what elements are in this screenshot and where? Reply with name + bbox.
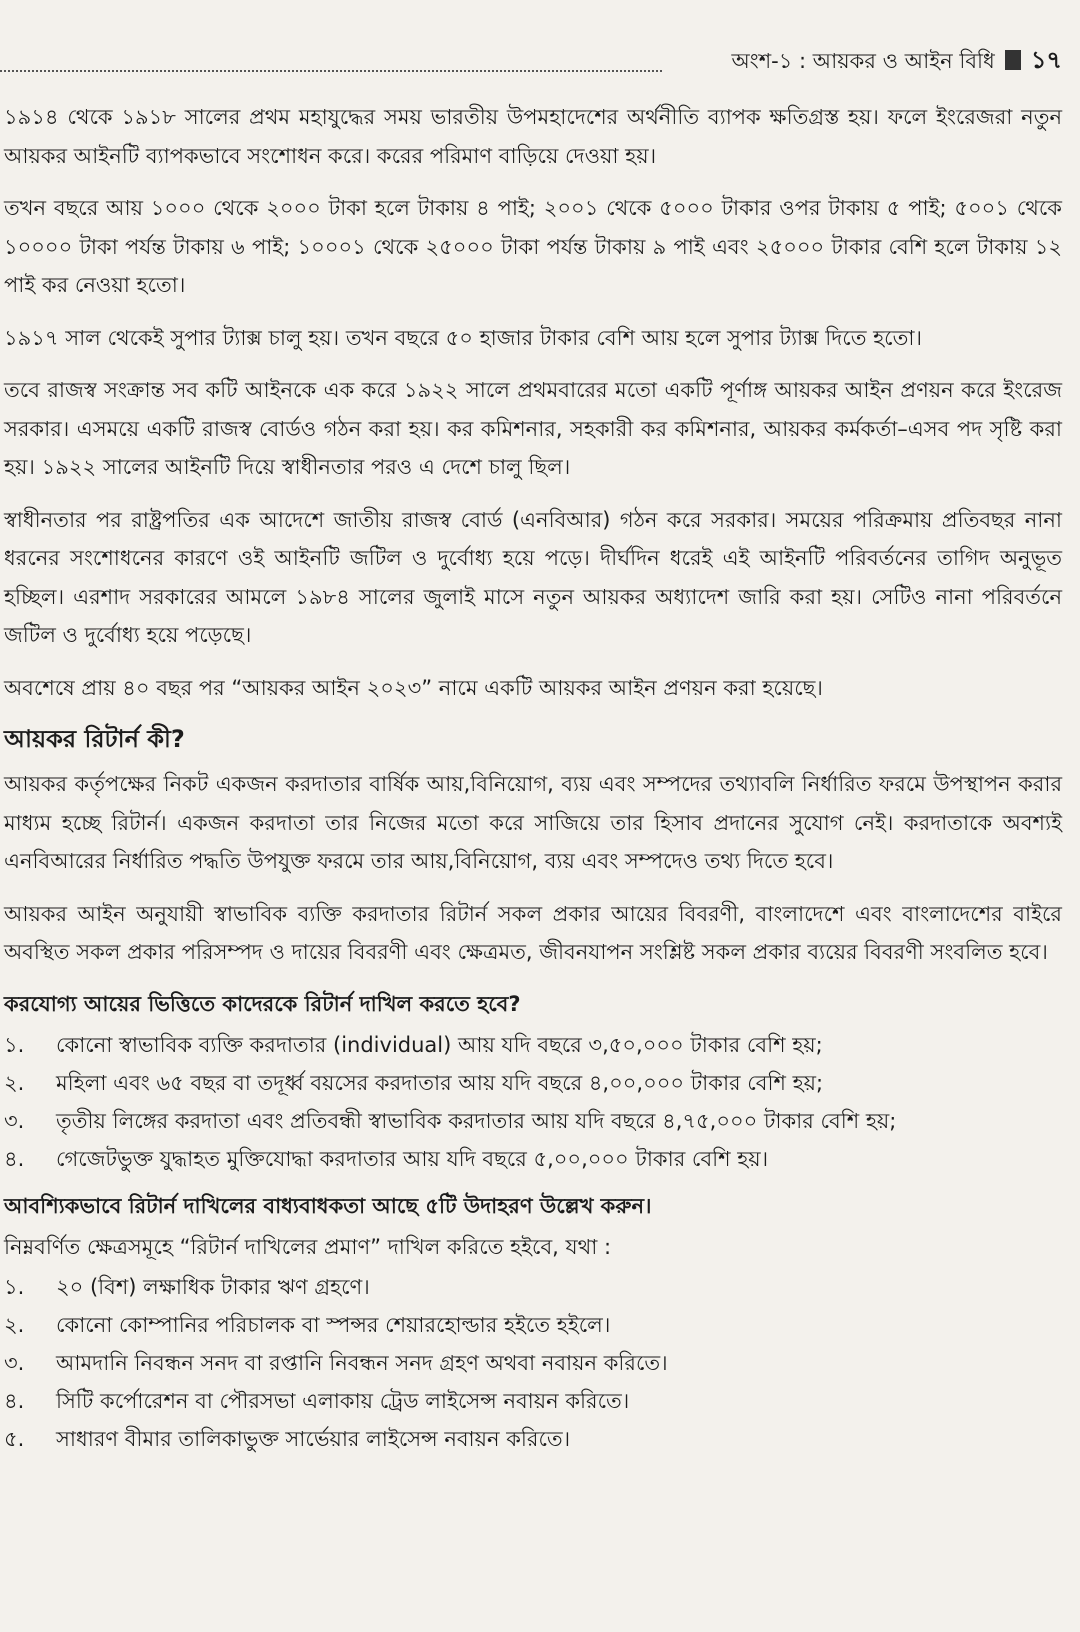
list-item-text: সাধারণ বীমার তালিকাভুক্ত সার্ভেয়ার লাইসেন্স নবায়ন করিতে। bbox=[56, 1427, 571, 1451]
list-item-number: ৩. bbox=[4, 1108, 25, 1133]
list-item-text: সিটি কর্পোরেশন বা পৌরসভা এলাকায় ট্রেড লাইসেন্স নবায়ন করিতে। bbox=[56, 1389, 630, 1413]
list-item-text: মহিলা এবং ৬৫ বছর বা তদূর্ধ্ব বয়সের করদাতার আয় যদি বছরে ৪,০০,০০০ টাকার বেশি হয়; bbox=[56, 1070, 824, 1095]
list-item-text: আমদানি নিবন্ধন সনদ বা রপ্তানি নিবন্ধন সনদ গ্রহণ অথবা নবায়ন করিতে। bbox=[56, 1351, 668, 1375]
list-item-number: ৫. bbox=[4, 1427, 25, 1451]
list-item bbox=[4, 1140, 1062, 1178]
list-item bbox=[4, 1064, 1062, 1102]
list-item-text: ২০ (বিশ) লক্ষাধিক টাকার ঋণ গ্রহণে। bbox=[56, 1275, 370, 1299]
list-item-number: ২. bbox=[4, 1313, 25, 1337]
running-header bbox=[0, 44, 1062, 84]
list-item-number: ১. bbox=[4, 1032, 25, 1057]
list-item-text: গেজেটভুক্ত যুদ্ধাহত মুক্তিযোদ্ধা করদাতার আয় যদি বছরে ৫,০০,০০০ টাকার বেশি হয়। bbox=[56, 1146, 769, 1171]
paragraph-mandatory-intro: নিম্নবর্ণিত ক্ষেত্রসমূহে “রিটার্ন দাখিলের প্রমাণ” দাখিল করিতে হইবে, যথা : bbox=[4, 1234, 612, 1259]
list-who-must-file bbox=[4, 1026, 1062, 1178]
heading-mandatory-filing: আবশ্যিকভাবে রিটার্ন দাখিলের বাধ্যবাধকতা আছে ৫টি উদাহরণ উল্লেখ করুন। bbox=[4, 1193, 652, 1218]
paragraph-tax-rates: তখন বছরে আয় ১০০০ থেকে ২০০০ টাকা হলে টাকায় ৪ পাই; ২০০১ থেকে ৫০০০ টাকার ওপর টাকায় ৫ পাই; ৫০০১ থেকে ১০০০০ টাকা পর্যন্ত টাকায় ৬ পাই; ১০০০১ থেকে ২৫০০০ টাকা পর্যন্ত টাকায় ৯ পাই এবং ২৫০০০ টাকার বেশি হলে টাকায় ১২ পাই কর নেওয়া হতো। bbox=[4, 196, 1062, 297]
paragraph-2023-law: অবশেষে প্রায় ৪০ বছর পর “আয়কর আইন ২০২৩” নামে একটি আয়কর আইন প্রণয়ন করা হয়েছে। bbox=[4, 675, 823, 700]
list-item bbox=[4, 1382, 1062, 1420]
list-item-text: কোনো কোম্পানির পরিচালক বা স্পন্সর শেয়ারহোল্ডার হইতে হইলে। bbox=[56, 1313, 611, 1337]
paragraph-super-tax: ১৯১৭ সাল থেকেই সুপার ট্যাক্স চালু হয়। তখন বছরে ৫০ হাজার টাকার বেশি আয় হলে সুপার ট্যাক্স দিতে হতো। bbox=[4, 325, 922, 350]
square-bullet-icon bbox=[1005, 50, 1021, 70]
heading-who-must-file: করযোগ্য আয়ের ভিত্তিতে কাদেরকে রিটার্ন দাখিল করতে হবে? bbox=[4, 991, 521, 1016]
list-item-number: ৪. bbox=[4, 1146, 25, 1171]
page-content bbox=[4, 98, 1062, 1468]
list-item bbox=[4, 1420, 1062, 1458]
list-item bbox=[4, 1268, 1062, 1306]
paragraph-nbr: স্বাধীনতার পর রাষ্ট্রপতির এক আদেশে জাতীয় রাজস্ব বোর্ড (এনবিআর) গঠন করে সরকার। সময়ের পরিক্রমায় প্রতিবছর নানা ধরনের সংশোধনের কারণে ওই আইনটি জটিল ও দুর্বোধ্য হয়ে পড়ে। দীর্ঘদিন ধরেই এই আইনটি পরিবর্তনের তাগিদ অনুভূত হচ্ছিল। এরশাদ সরকারের আমলে ১৯৮৪ সালের জুলাই মাসে নতুন আয়কর অধ্যাদেশ জারি করা হয়। সেটিও নানা পরিবর্তনে জটিল ও দুর্বোধ্য হয়ে পড়েছে। bbox=[4, 507, 1062, 647]
page-number: ১৭ bbox=[1030, 46, 1062, 74]
list-item bbox=[4, 1026, 1062, 1064]
list-item-number: ৩. bbox=[4, 1351, 25, 1375]
list-mandatory-filing bbox=[4, 1268, 1062, 1458]
list-item-number: ৪. bbox=[4, 1389, 25, 1413]
list-item-number: ১. bbox=[4, 1275, 25, 1299]
paragraph-1922-law: তবে রাজস্ব সংক্রান্ত সব কটি আইনকে এক করে ১৯২২ সালে প্রথমবারের মতো একটি পূর্ণাঙ্গ আয়কর আইন প্রণয়ন করে ইংরেজ সরকার। এসময়ে একটি রাজস্ব বোর্ডও গঠন করা হয়। কর কমিশনার, সহকারী কর কমিশনার, আয়কর কর্মকর্তা–এসব পদ সৃষ্টি করা হয়। ১৯২২ সালের আইনটি দিয়ে স্বাধীনতার পরও এ দেশে চালু ছিল। bbox=[4, 378, 1062, 479]
list-item bbox=[4, 1344, 1062, 1382]
paragraph-wwi: ১৯১৪ থেকে ১৯১৮ সালের প্রথম মহাযুদ্ধের সময় ভারতীয় উপমহাদেশের অর্থনীতি ব্যাপক ক্ষতিগ্রস্ত হয়। ফলে ইংরেজরা নতুন আয়কর আইনটি ব্যাপকভাবে সংশোধন করে। করের পরিমাণ বাড়িয়ে দেওয়া হয়। bbox=[4, 105, 1062, 168]
paragraph-return-contents: আয়কর আইন অনুযায়ী স্বাভাবিক ব্যক্তি করদাতার রিটার্ন সকল প্রকার আয়ের বিবরণী, বাংলাদেশে এবং বাংলাদেশের বাইরে অবস্থিত সকল প্রকার পরিসম্পদ ও দায়ের বিবরণী এবং ক্ষেত্রমত, জীবনযাপন সংশ্লিষ্ট সকল প্রকার ব্যয়ের বিবরণী সংবলিত হবে। bbox=[4, 901, 1062, 964]
list-item bbox=[4, 1102, 1062, 1140]
dotted-leader bbox=[0, 70, 662, 72]
list-item-number: ২. bbox=[4, 1070, 25, 1095]
heading-what-is-return: আয়কর রিটার্ন কী? bbox=[4, 725, 185, 753]
paragraph-return-definition: আয়কর কর্তৃপক্ষের নিকট একজন করদাতার বার্ষিক আয়,বিনিয়োগ, ব্যয় এবং সম্পদের তথ্যাবলি নির্ধারিত ফরমে উপস্থাপন করার মাধ্যম হচ্ছে রিটার্ন। একজন করদাতা তার নিজের মতো করে সাজিয়ে তার হিসাব প্রদানের সুযোগ নেই। করদাতাকে অবশ্যই এনবিআরের নির্ধারিত পদ্ধতি উপযুক্ত ফরমে তার আয়,বিনিয়োগ, ব্যয় এবং সম্পদেও তথ্য দিতে হবে। bbox=[4, 772, 1062, 873]
header-title: অংশ-১ : আয়কর ও আইন বিধি bbox=[731, 49, 995, 73]
list-item bbox=[4, 1306, 1062, 1344]
list-item-text: তৃতীয় লিঙ্গের করদাতা এবং প্রতিবন্ধী স্বাভাবিক করদাতার আয় যদি বছরে ৪,৭৫,০০০ টাকার বেশি হয়; bbox=[56, 1108, 897, 1133]
header-text bbox=[722, 42, 1063, 84]
list-item-text: কোনো স্বাভাবিক ব্যক্তি করদাতার (individual) আয় যদি বছরে ৩,৫০,০০০ টাকার বেশি হয়; bbox=[56, 1032, 823, 1057]
